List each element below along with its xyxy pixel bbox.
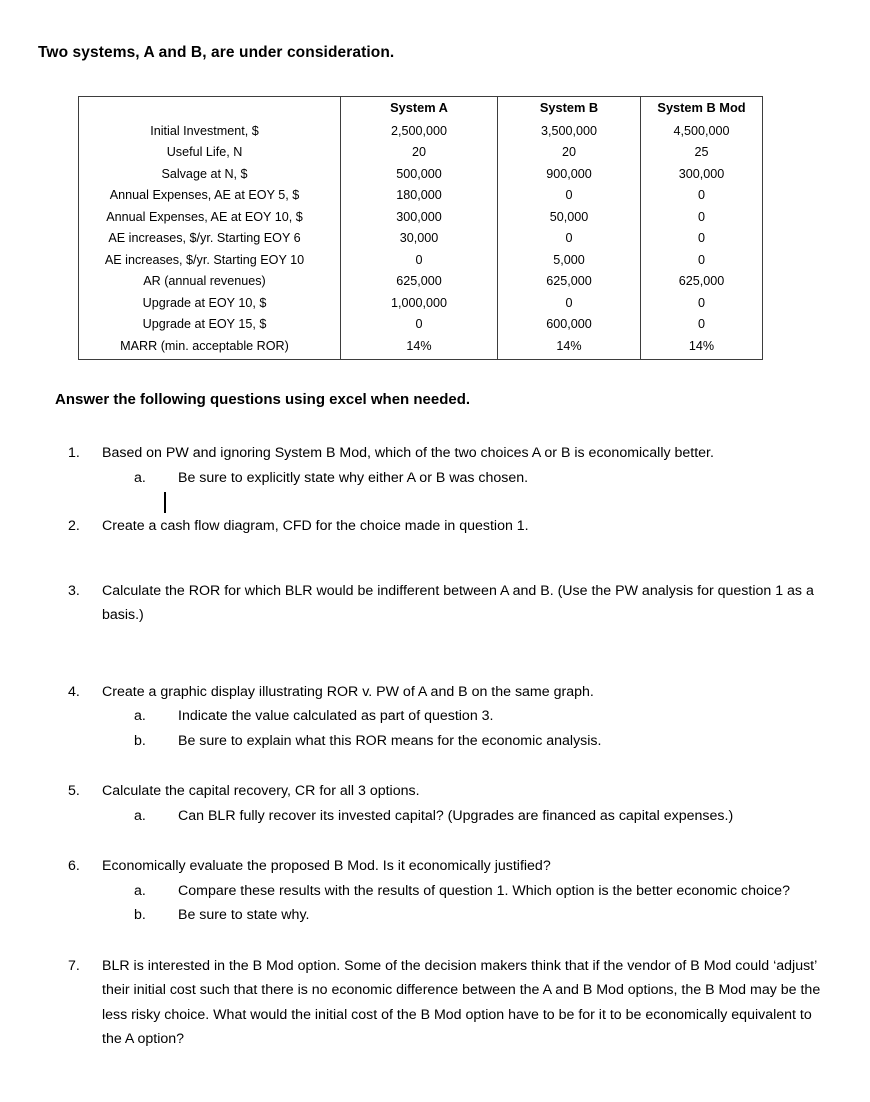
cell-system-a: 0 xyxy=(341,314,498,336)
table-body xyxy=(79,120,763,360)
column-header-system-a: System A xyxy=(341,97,498,120)
cell-system-a: 20 xyxy=(341,142,498,164)
question-number: 5. xyxy=(68,783,80,799)
row-label: Annual Expenses, AE at EOY 10, $ xyxy=(79,207,341,229)
question-text: BLR is interested in the B Mod option. Some of the decision makers think that if the vendor of B Mod could ‘adjust’ their initial cost such that there is no economic difference between the A and B Mod options, the B Mod may be the less risky choice. What would the initial cost of the B Mod option have to be for it to be economically equivalent to the A option? xyxy=(102,957,821,1047)
row-label: Upgrade at EOY 10, $ xyxy=(79,293,341,315)
table-header xyxy=(79,97,763,120)
cell-system-b-mod: 0 xyxy=(697,188,705,202)
cell-system-a: 625,000 xyxy=(341,271,498,293)
page-title: Two systems, A and B, are under consideration. xyxy=(38,44,395,61)
question-text: Create a graphic display illustrating ROR v. PW of A and B on the same graph. xyxy=(102,683,594,700)
row-label: MARR (min. acceptable ROR) xyxy=(79,336,341,360)
table-row xyxy=(79,164,763,186)
cell-system-a: 500,000 xyxy=(341,164,498,186)
sub-question-text: Be sure to explicitly state why either A or B was chosen. xyxy=(178,469,529,486)
question-number: 1. xyxy=(68,445,80,461)
table-row xyxy=(79,185,763,207)
sub-question-text: Be sure to state why. xyxy=(178,907,310,923)
cell-system-b: 3,500,000 xyxy=(498,120,641,143)
question-number: 6. xyxy=(68,858,80,874)
sub-question-item-4b xyxy=(134,729,824,754)
question-text: Based on PW and ignoring System B Mod, which of the two choices A or B is economically better. xyxy=(102,445,714,461)
question-text: Economically evaluate the proposed B Mod. Is it economically justified? xyxy=(102,858,551,874)
spacer xyxy=(64,628,824,680)
row-label: AR (annual revenues) xyxy=(79,271,341,293)
cell-system-b-mod: 0 xyxy=(697,209,705,224)
instruction-line: Answer the following questions using excel when needed. xyxy=(55,391,471,408)
table-row xyxy=(79,120,763,143)
column-header-parameter xyxy=(79,97,341,120)
questions-list xyxy=(64,441,824,1052)
systems-comparison-table-wrapper xyxy=(78,96,762,360)
question-item-4 xyxy=(64,680,824,754)
cell-system-a: 2,500,000 xyxy=(341,120,498,143)
question-item-1 xyxy=(64,441,824,490)
question-item-6 xyxy=(64,854,824,928)
cell-system-b-mod: 25 xyxy=(694,145,709,159)
cell-system-b: 14% xyxy=(498,336,641,360)
cell-system-b-mod: 14% xyxy=(688,338,715,353)
cell-system-b-mod: 0 xyxy=(697,317,705,331)
cell-system-b: 50,000 xyxy=(498,207,641,229)
question-text: Create a cash flow diagram, CFD for the choice made in question 1. xyxy=(102,518,529,534)
question-number: 2. xyxy=(68,518,80,534)
cell-system-a: 30,000 xyxy=(341,228,498,250)
cell-system-a: 180,000 xyxy=(341,185,498,207)
table-header-row xyxy=(79,97,763,120)
cell-system-b: 0 xyxy=(498,185,641,207)
sub-question-item-5a xyxy=(134,804,824,829)
question-item-7 xyxy=(64,954,824,1052)
question-number: 7. xyxy=(68,957,80,974)
table-row xyxy=(79,336,763,360)
sub-question-text: Can BLR fully recover its invested capital? (Upgrades are financed as capital expenses.) xyxy=(178,807,734,824)
sub-question-item-1a xyxy=(134,466,824,491)
question-item-5 xyxy=(64,779,824,828)
systems-comparison-table xyxy=(78,96,763,360)
cell-system-b: 625,000 xyxy=(498,271,641,293)
sub-question-list xyxy=(102,466,824,491)
table-row xyxy=(79,293,763,315)
cell-system-b-mod: 0 xyxy=(697,295,705,310)
column-header-system-b: System B xyxy=(498,97,641,120)
row-label: Annual Expenses, AE at EOY 5, $ xyxy=(79,185,341,207)
row-label: Initial Investment, $ xyxy=(79,120,341,143)
cell-system-b: 0 xyxy=(498,228,641,250)
row-label: Salvage at N, $ xyxy=(79,164,341,186)
question-number: 4. xyxy=(68,683,80,700)
row-label: AE increases, $/yr. Starting EOY 10 xyxy=(79,250,341,272)
question-number: 3. xyxy=(68,582,80,599)
cell-system-b-mod: 0 xyxy=(697,252,705,267)
table-row xyxy=(79,207,763,229)
sub-question-item-4a xyxy=(134,704,824,729)
spacer xyxy=(64,928,824,954)
row-label: Useful Life, N xyxy=(79,142,341,164)
table-row xyxy=(79,250,763,272)
spacer xyxy=(64,753,824,779)
sub-question-text: Compare these results with the results of question 1. Which option is the better economic choice? xyxy=(178,882,790,899)
cell-system-b-mod: 625,000 xyxy=(678,274,725,288)
sub-question-text: Be sure to explain what this ROR means for the economic analysis. xyxy=(178,732,602,749)
sub-question-list xyxy=(102,879,824,928)
cell-system-a: 14% xyxy=(341,336,498,360)
text-cursor-row[interactable] xyxy=(164,490,824,514)
question-text: Calculate the ROR for which BLR would be indifferent between A and B. (Use the PW analysis for question 1 as a basis.) xyxy=(102,582,814,623)
question-item-3 xyxy=(64,579,824,628)
table-row xyxy=(79,142,763,164)
text-cursor-caret[interactable] xyxy=(164,492,166,513)
column-header-system-b-mod: System B Mod xyxy=(657,100,746,115)
sub-question-letter: a. xyxy=(134,807,146,824)
table-row xyxy=(79,228,763,250)
spacer xyxy=(64,828,824,854)
cell-system-b: 20 xyxy=(498,142,641,164)
question-item-2 xyxy=(64,514,824,539)
cell-system-b: 5,000 xyxy=(498,250,641,272)
sub-question-text: Indicate the value calculated as part of question 3. xyxy=(178,708,494,724)
sub-question-item-6a xyxy=(134,879,824,904)
sub-question-item-6b xyxy=(134,903,824,928)
table-row xyxy=(79,314,763,336)
sub-question-letter: a. xyxy=(134,469,146,486)
cell-system-b: 600,000 xyxy=(498,314,641,336)
sub-question-list xyxy=(102,704,824,753)
spacer xyxy=(64,539,824,579)
cell-system-b-mod: 0 xyxy=(697,231,705,245)
cell-system-b: 0 xyxy=(498,293,641,315)
cell-system-a: 1,000,000 xyxy=(341,293,498,315)
sub-question-letter: a. xyxy=(134,708,146,724)
table-row xyxy=(79,271,763,293)
cell-system-b-mod: 4,500,000 xyxy=(673,123,730,138)
cell-system-a: 300,000 xyxy=(341,207,498,229)
sub-question-letter: b. xyxy=(134,732,146,749)
cell-system-a: 0 xyxy=(341,250,498,272)
row-label: AE increases, $/yr. Starting EOY 6 xyxy=(79,228,341,250)
sub-question-list xyxy=(102,804,824,829)
row-label: Upgrade at EOY 15, $ xyxy=(79,314,341,336)
sub-question-letter: a. xyxy=(134,882,146,899)
cell-system-b: 900,000 xyxy=(498,164,641,186)
sub-question-letter: b. xyxy=(134,907,146,923)
cell-system-b-mod: 300,000 xyxy=(678,166,725,181)
question-text: Calculate the capital recovery, CR for all 3 options. xyxy=(102,783,420,799)
